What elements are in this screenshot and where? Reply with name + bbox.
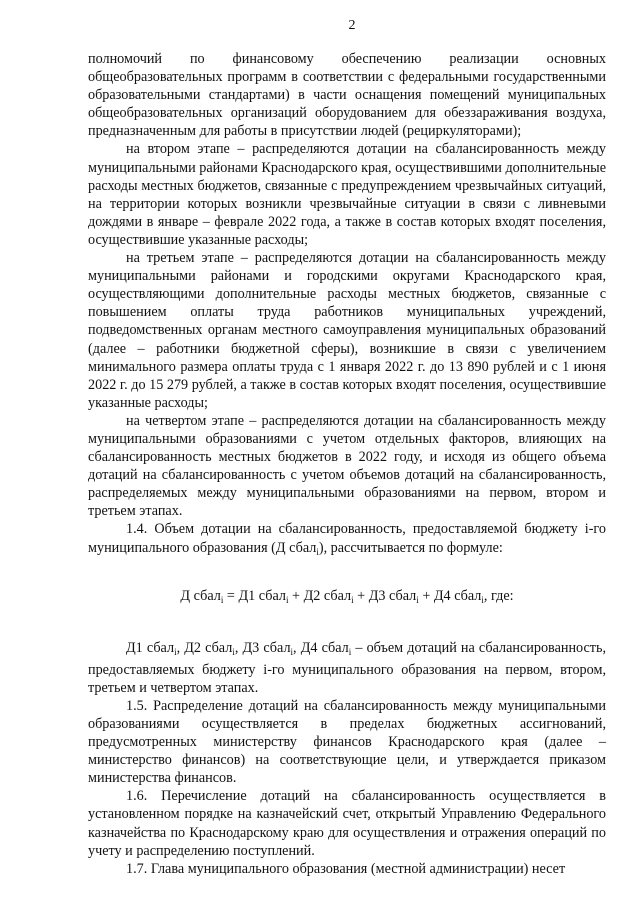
formula-plus: + <box>353 587 369 604</box>
formula-plus: + <box>288 587 304 604</box>
paragraph-continuation: полномочий по финансовому обеспечению реализации основных общеобразовательных программ в соответствии с федеральными государственными образовательными стандартами) в части оснащения помещений муниципальных общеобразовательных организаций оборудованием для обеззараживания воздуха, предназначенным для работы в присутствии людей (рециркуляторами); <box>88 51 606 140</box>
formula-term-3: Д3 сбал <box>368 587 417 604</box>
balance-formula <box>88 587 606 609</box>
paragraph-1-4-text-b: ), рассчитывается по формуле: <box>318 539 503 556</box>
paragraph-second-stage: на втором этапе – распределяются дотации на сбалансированность между муниципальными районами Краснодарского края, осуществившими дополнительные расходы местных бюджетов, связанные с предупреждением чрезвычайных ситуаций, на территории которых возникли чрезвычайные ситуации в связи с ливневыми дождями в январе – феврале 2022 года, а также в состав которых входят поселения, осуществившие указанные расходы; <box>88 141 606 248</box>
formula-term-2: Д2 сбал <box>303 587 352 604</box>
formula-subscript: i <box>416 594 419 605</box>
definition-separator: , <box>234 639 243 656</box>
paragraph-1-5: 1.5. Распределение дотаций на сбалансированность между муниципальными образованиями осуществляется в пределах бюджетных ассигнований, предусмотренных министерству финансов Краснодарского края (далее – министерство финансов) на соответствующие цели, и утверждается приказом министерства финансов. <box>88 697 606 787</box>
subscript-i: i <box>316 546 319 557</box>
paragraph-1-4-text-a: 1.4. Объем дотации на сбалансированность, предоставляемой бюджету i-го муниципального образования (Д сбал <box>88 521 606 556</box>
paragraph-1-4 <box>88 520 606 560</box>
definition-subscript: i <box>232 646 235 657</box>
formula-subscript: i <box>351 594 354 605</box>
definition-term-1: Д1 сбал <box>126 639 175 656</box>
formula-equals: = <box>223 587 239 604</box>
definition-separator: , <box>176 639 185 656</box>
formula-subscript: i <box>481 594 484 605</box>
formula-plus: + <box>418 587 434 604</box>
definition-term-3: Д3 сбал <box>242 639 291 656</box>
paragraph-definitions <box>88 639 606 697</box>
definition-subscript: i <box>174 646 177 657</box>
paragraph-third-stage: на третьем этапе – распределяются дотации на сбалансированность между муниципальными районами и городскими округами Краснодарского края, осуществляющими дополнительные расходы местных бюджетов, связанные с повышением оплаты труда работников муниципальных учреждений, подведомственных органам местного самоуправления муниципальных образований (далее – работники бюджетной сферы), возникшие в связи с увеличением минимального размера оплаты труда с 1 января 2022 г. до 13 890 рублей и с 1 июня 2022 г. до 15 279 рублей, а также в состав которых входят поселения, осуществившие указанные расходы; <box>88 250 606 411</box>
formula-lhs: Д сбал <box>180 587 221 604</box>
formula-term-4: Д4 сбал <box>433 587 482 604</box>
formula-subscript: i <box>285 594 289 605</box>
definition-term-2: Д2 сбал <box>184 639 233 656</box>
definition-subscript: i <box>348 646 352 657</box>
paragraph-1-6: 1.6. Перечисление дотаций на сбалансированность осуществляется в установленном порядке на казначейский счет, открытый Управлению Федерального казначейства по Краснодарскому краю для осуществления и отражения операций по учету и распределению поступлений. <box>88 788 606 859</box>
definition-separator: , <box>293 639 301 656</box>
definition-term-4: Д4 сбал <box>300 639 349 656</box>
definitions-text: – объем дотаций на сбалансированность, предоставляемых бюджету i-го муниципального образования на первом, втором, третьем и четвертом этапах. <box>88 639 607 696</box>
definition-subscript: i <box>290 646 294 657</box>
formula-tail: , где: <box>483 587 514 604</box>
page-number: 2 <box>348 18 356 33</box>
paragraph-fourth-stage: на четвертом этапе – распределяются дотации на сбалансированность между муниципальными образованиями с учетом отдельных факторов, влияющих на сбалансированность местных бюджетов в 2022 году, и исходя из общего объема дотаций на сбалансированность с учетом объемов дотаций на сбалансированность, распределяемых между муниципальными образованиями на первом, втором и третьем этапах. <box>88 412 606 520</box>
formula-term-1: Д1 сбал <box>238 587 286 604</box>
formula-subscript: i <box>220 594 224 605</box>
paragraph-1-7: 1.7. Глава муниципального образования (местной администрации) несет <box>126 860 566 877</box>
